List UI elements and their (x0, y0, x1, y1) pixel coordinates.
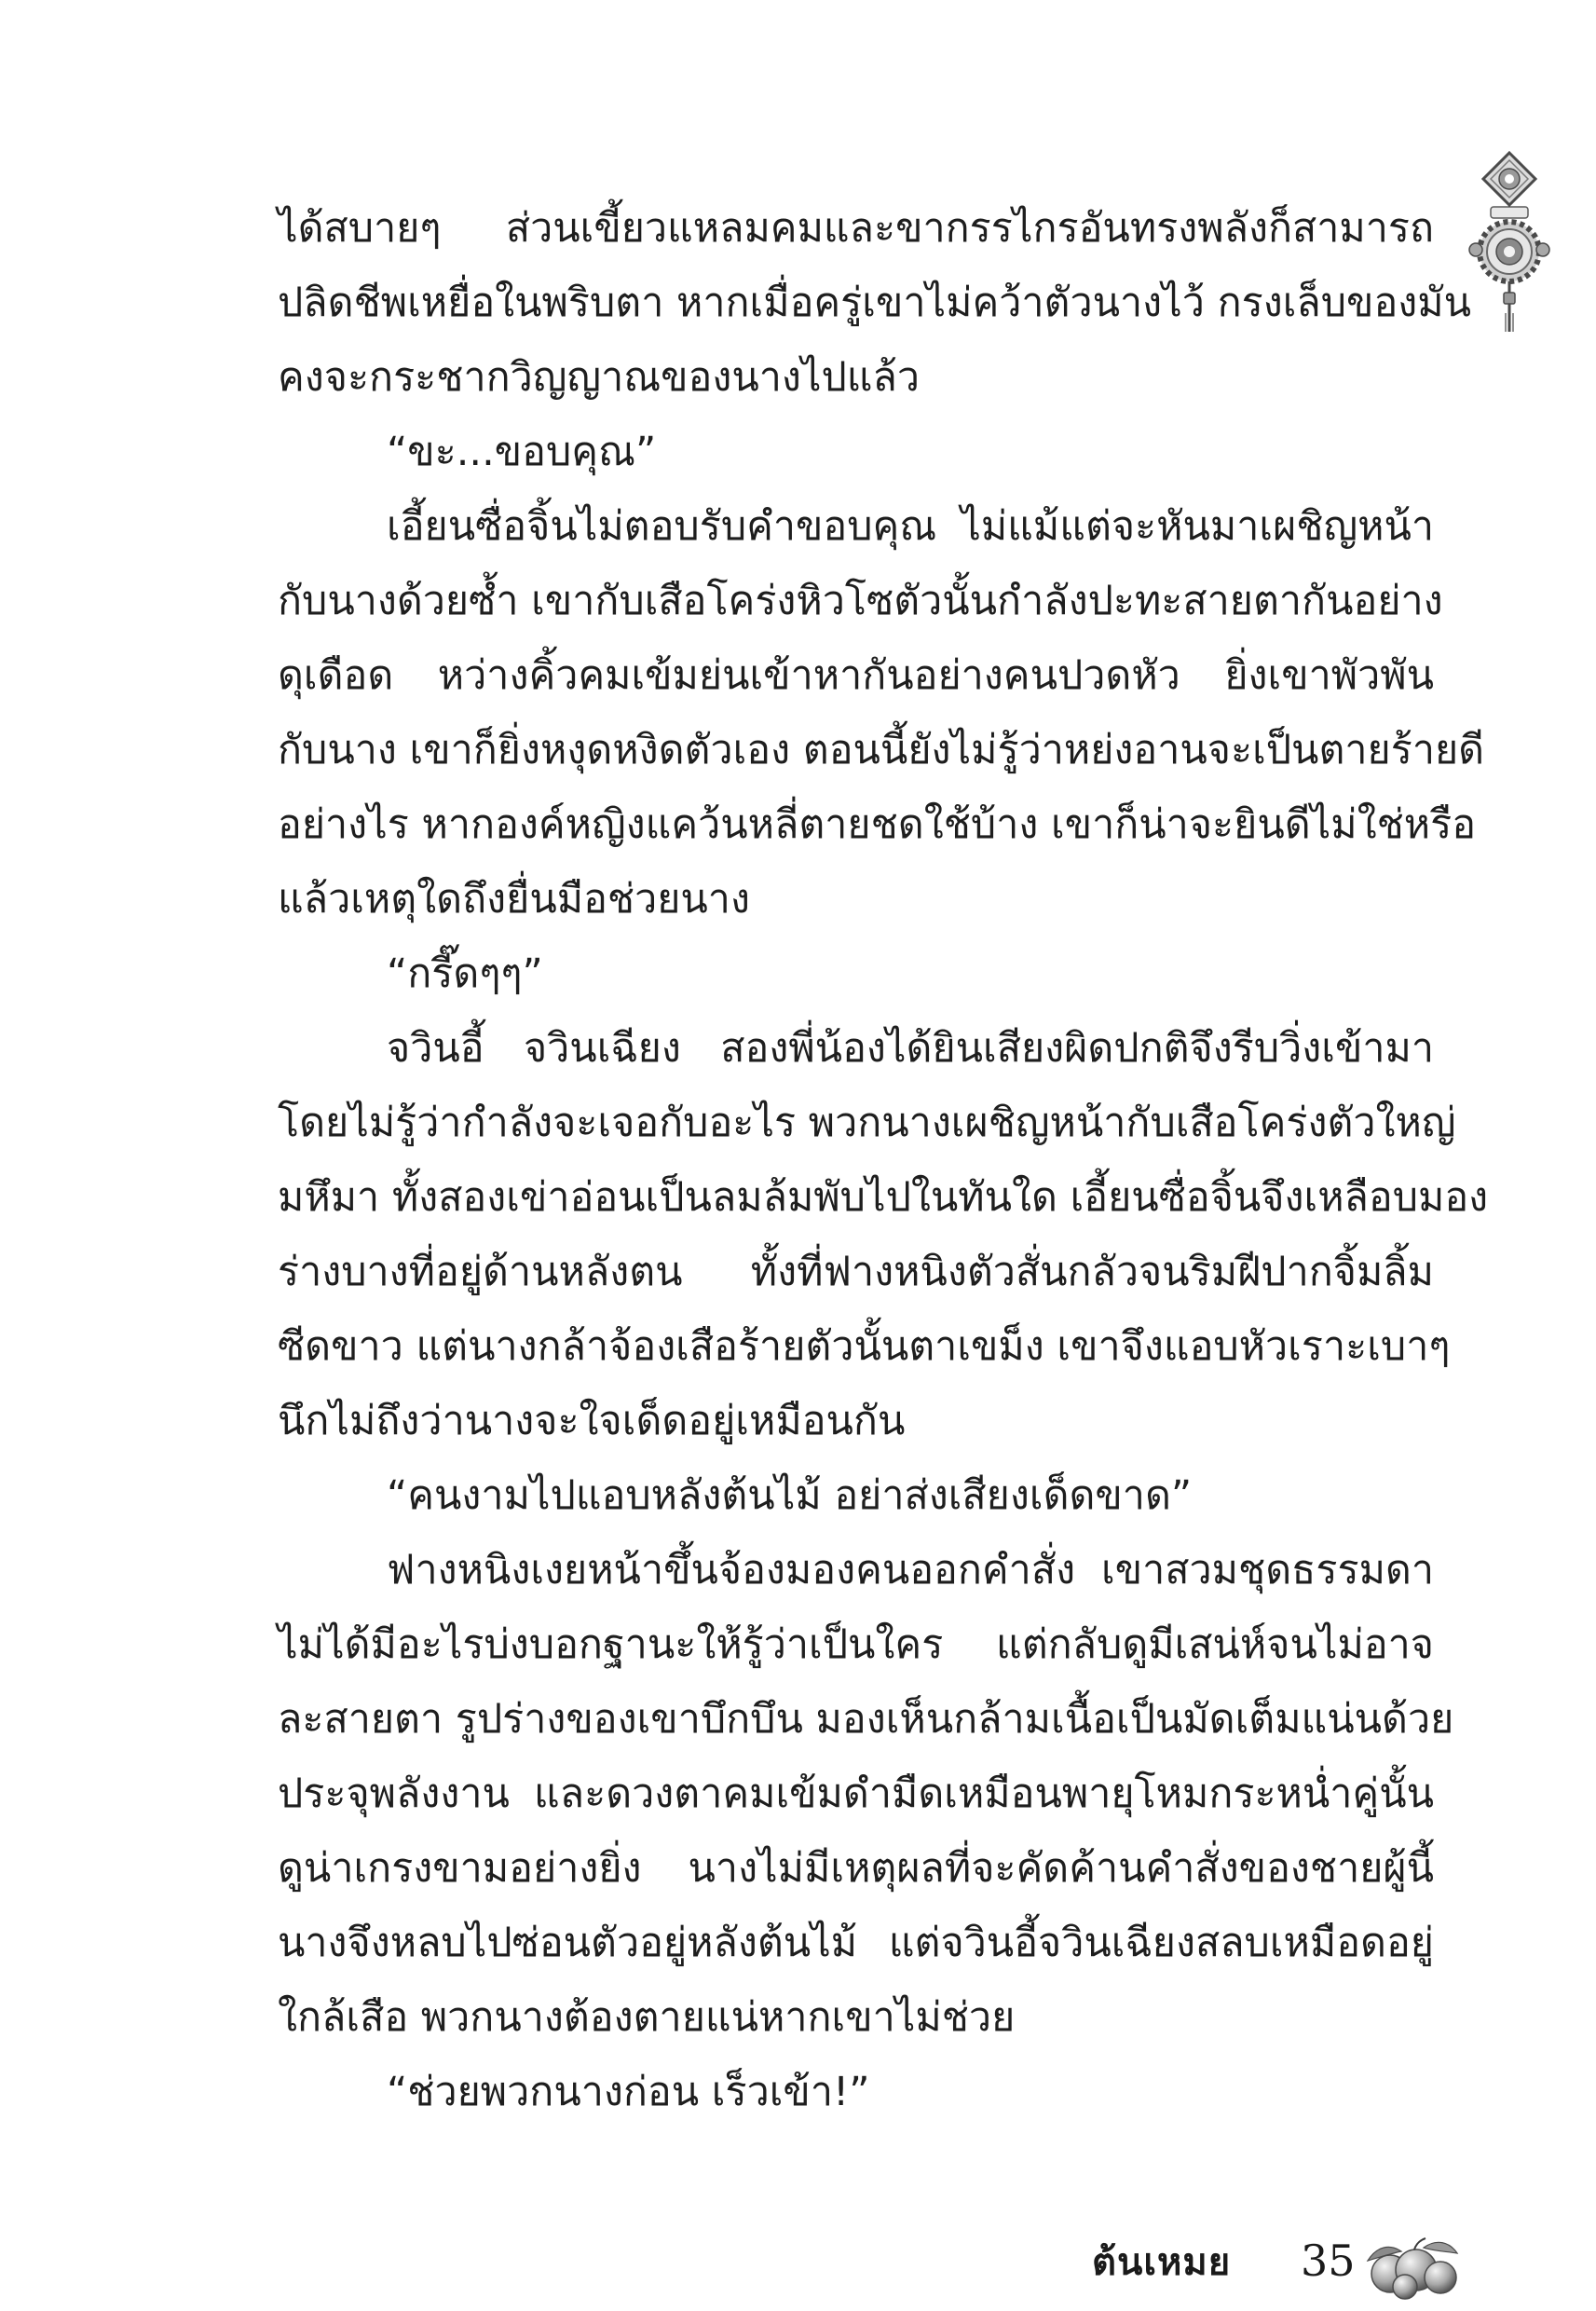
chinese-knot-ornament-icon (1465, 149, 1554, 335)
dialogue-paragraph (278, 937, 1434, 1011)
text-line: ใกล้เสือ พวกนางต้องตายแน่หากเขาไม่ช่วย (278, 1994, 1016, 2041)
text-line: นางจึงหลบไปซ่อนตัวอยู่หลังต้นไม้ แต่จวินอี้จวินเฉียงสลบเหมือดอยู่ (278, 1920, 1434, 1966)
plum-cluster-icon (1358, 2233, 1463, 2302)
dialogue-paragraph (278, 2055, 1434, 2129)
paragraph (278, 489, 1485, 937)
paragraph (278, 1011, 1489, 1458)
text-line: คงจะกระชากวิญญาณของนางไปแล้ว (278, 354, 920, 401)
text-line: “ช่วยพวกนางก่อน เร็วเข้า!” (387, 2069, 870, 2115)
text-line: ซีดขาว แต่นางกล้าจ้องเสือร้ายตัวนั้นตาเขม็ง เขาจึงแอบหัวเราะเบาๆ (278, 1323, 1451, 1370)
text-line: มหึมา ทั้งสองเข่าอ่อนเป็นลมล้มพับไปในทันใด เอี้ยนซื่อจิ้นจึงเหลือบมอง (278, 1174, 1489, 1221)
text-line: ฟางหนิงเงยหน้าขึ้นจ้องมองคนออกคำสั่ง เขาสวมชุดธรรมดา (387, 1547, 1434, 1593)
text-line: โดยไม่รู้ว่ากำลังจะเจอกับอะไร พวกนางเผชิญหน้ากับเสือโคร่งตัวใหญ่ (278, 1100, 1456, 1146)
text-line: กับนางด้วยซ้ำ เขากับเสือโคร่งหิวโซตัวนั้นกำลังปะทะสายตากันอย่าง (278, 578, 1443, 624)
text-line: ได้สบายๆ ส่วนเขี้ยวแหลมคมและขากรรไกรอันทรงพลังก็สามารถ (278, 205, 1434, 252)
text-line: ละสายตา รูปร่างของเขาบึกบึน มองเห็นกล้ามเนื้อเป็นมัดเต็มแน่นด้วย (278, 1696, 1454, 1743)
text-line: เอี้ยนซื่อจิ้นไม่ตอบรับคำขอบคุณ ไม่แม้แต่จะหันมาเผชิญหน้า (387, 503, 1434, 550)
text-line: “ขะ...ขอบคุณ” (387, 429, 657, 475)
text-line: “กรี๊ดๆๆ” (387, 950, 543, 997)
dialogue-paragraph (278, 1458, 1434, 1533)
text-line: ดูน่าเกรงขามอย่างยิ่ง นางไม่มีเหตุผลที่จะคัดค้านคำสั่งของชายผู้นี้ (278, 1845, 1434, 1892)
text-line: ปลิดชีพเหยื่อในพริบตา หากเมื่อครู่เขาไม่คว้าตัวนางไว้ กรงเล็บของมัน (278, 280, 1472, 326)
paragraph (278, 1533, 1454, 2055)
text-line: ร่างบางที่อยู่ด้านหลังตน ทั้งที่ฟางหนิงตัวสั่นกลัวจนริมฝีปากจิ้มลิ้ม (278, 1249, 1434, 1295)
dialogue-paragraph (278, 415, 1434, 489)
text-line: นึกไม่ถึงว่านางจะใจเด็ดอยู่เหมือนกัน (278, 1398, 906, 1444)
text-line: ประจุพลังงาน และดวงตาคมเข้มดำมืดเหมือนพายุโหมกระหน่ำคู่นั้น (278, 1771, 1434, 1817)
text-line: ไม่ได้มีอะไรบ่งบอกฐานะให้รู้ว่าเป็นใคร แต่กลับดูมีเสน่ห์จนไม่อาจ (278, 1621, 1434, 1668)
text-line: “คนงามไปแอบหลังต้นไม้ อย่าส่งเสียงเด็ดขาด” (387, 1472, 1193, 1519)
text-line: อย่างไร หากองค์หญิงแคว้นหลี่ตายชดใช้บ้าง เขาก็น่าจะยินดีไม่ใช่หรือ (278, 801, 1477, 848)
text-line: ดุเดือด หว่างคิ้วคมเข้มย่นเข้าหากันอย่างคนปวดหัว ยิ่งเขาพัวพัน (278, 652, 1434, 699)
text-line: จวินอี้ จวินเฉียง สองพี่น้องได้ยินเสียงผิดปกติจึงรีบวิ่งเข้ามา (387, 1025, 1434, 1072)
footer-book-title: ต้นเหมย (1092, 2241, 1232, 2284)
page-number: 35 (1301, 2236, 1356, 2286)
text-line: กับนาง เขาก็ยิ่งหงุดหงิดตัวเอง ตอนนี้ยังไม่รู้ว่าหย่งอานจะเป็นตายร้ายดี (278, 727, 1485, 773)
paragraph (278, 191, 1472, 415)
text-line: แล้วเหตุใดถึงยื่นมือช่วยนาง (278, 876, 750, 923)
body-text (278, 191, 1489, 2129)
